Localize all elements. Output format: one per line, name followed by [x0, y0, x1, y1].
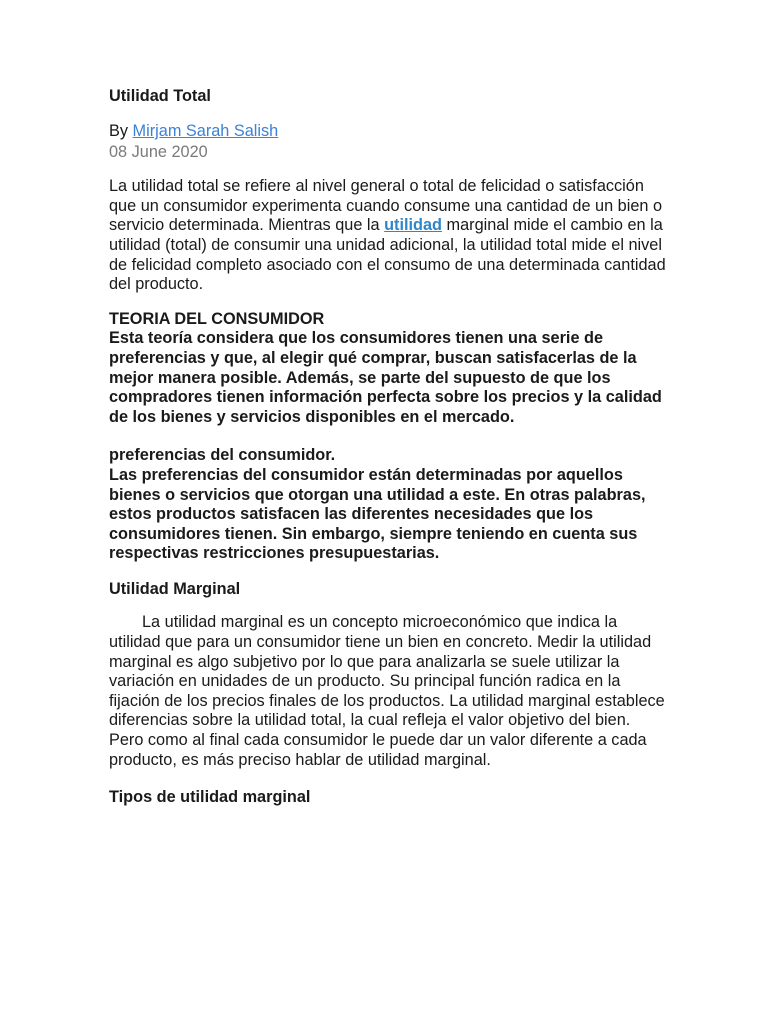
utilidad-link[interactable]: utilidad [384, 216, 442, 235]
preferencias-heading: preferencias del consumidor. [109, 446, 336, 465]
intro-paragraph [109, 177, 669, 295]
utilidad-marginal-body: La utilidad marginal es un concepto microeconómico que indica la utilidad que para un consumidor tiene un bien en concreto. Medir la utilidad marginal es algo subjetivo por lo que para analizarla se suele utilizar la variación en unidades de un producto. Su principal función radica en la fijación de los precios finales de los productos. La utilidad marginal establece diferencias sobre la utilidad total, la cual refleja el valor objetivo del bien. Pero como al final cada consumidor le puede dar un valor diferente a cada producto, es más preciso hablar de utilidad marginal. [109, 613, 665, 769]
intro-text-after-link: marginal mide el cambio en la utilidad (total) de consumir una unidad adicional, la utilidad total mide el nivel de felicidad completo asociado con el consumo de una determinada cantidad del producto. [109, 216, 666, 294]
intro-text-before-link: La utilidad total se refiere al nivel general o total de felicidad o satisfacción que un consumidor experimenta cuando consume una cantidad de un bien o servicio determinada. Mientras que la [109, 177, 663, 235]
author-link[interactable]: Mirjam Sarah Salish [132, 122, 279, 140]
preferencias-section [109, 446, 669, 564]
tipos-heading: Tipos de utilidad marginal [109, 788, 311, 807]
by-label: By [109, 122, 129, 140]
teoria-section [109, 310, 669, 428]
document-page [109, 86, 669, 808]
publish-date: 08 June 2020 [109, 142, 208, 161]
utilidad-marginal-paragraph [109, 613, 669, 770]
preferencias-body: Las preferencias del consumidor están determinadas por aquellos bienes o servicios que otorgan una utilidad a este. En otras palabras, estos productos satisfacen las diferentes necesidades que los consumidores tienen. Sin embargo, siempre teniendo en cuenta sus respectivas restricciones presupuestarias. [109, 465, 646, 563]
teoria-body: Esta teoría considera que los consumidores tienen una serie de preferencias y que, al elegir qué comprar, buscan satisfacerlas de la mejor manera posible. Además, se parte del supuesto de que los compradores tienen información perfecta sobre los precios y la calidad de los bienes y servicios disponibles en el mercado. [109, 329, 662, 426]
byline [109, 122, 669, 142]
teoria-heading: TEORIA DEL CONSUMIDOR [109, 309, 325, 328]
article-title: Utilidad Total [109, 87, 211, 105]
utilidad-marginal-heading: Utilidad Marginal [109, 579, 241, 598]
